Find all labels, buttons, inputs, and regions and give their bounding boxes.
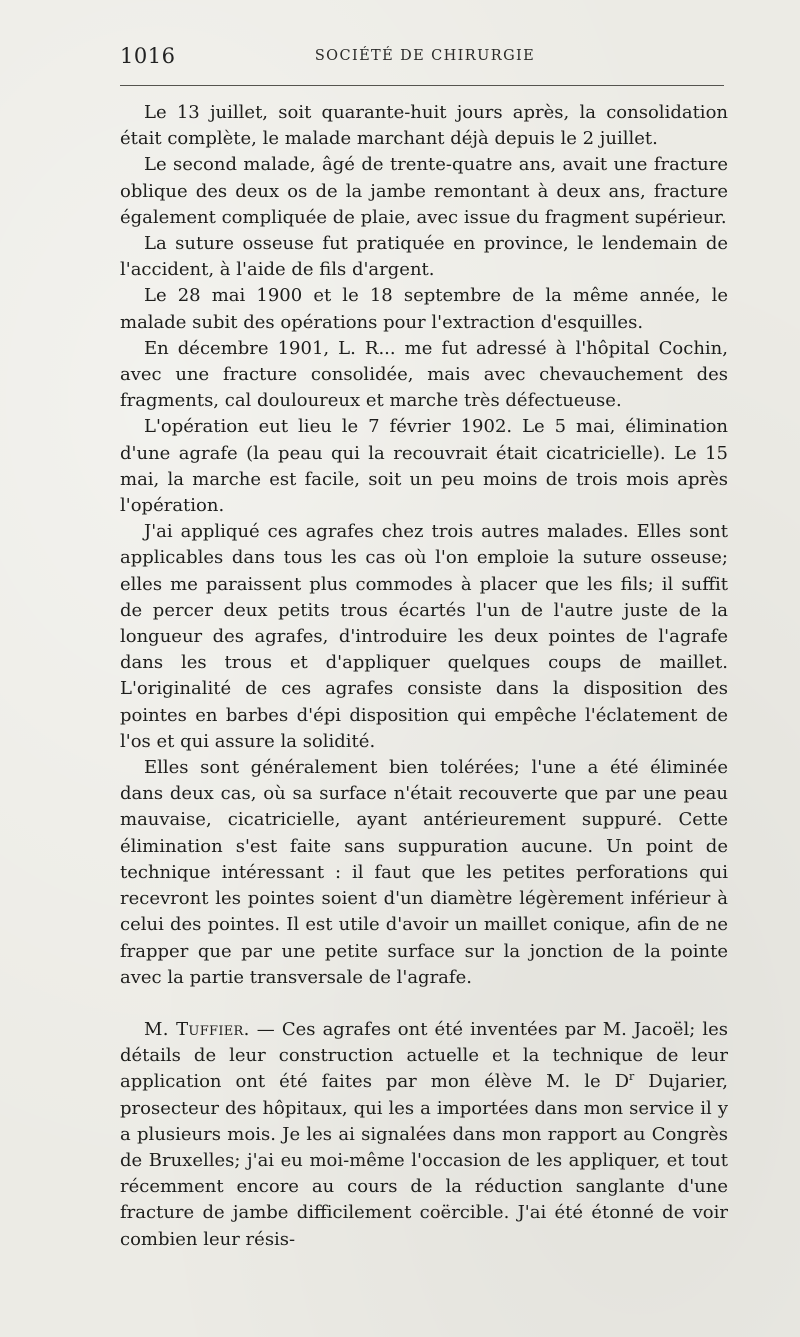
header-rule [120,85,724,86]
paragraph: L'opération eut lieu le 7 février 1902. Le 5 mai, élimination d'une agrafe (la peau qui la recouvrait était cicatricielle). Le 15 mai, la marche est facile, soit un peu moins de trois mois après l'opération. [120,416,728,517]
body-text [120,100,728,1253]
paragraph: La suture osseuse fut pratiquée en province, le lendemain de l'accident, à l'aide de fils d'argent. [120,233,728,281]
discussion-text-continued: Dujarier, prosecteur des hôpitaux, qui les a importées dans mon service il y a plusieurs mois. Je les ai signalées dans mon rapport au Congrès de Bruxelles; j'ai eu moi-même l'occasion de les appliquer, et tout récemment encore au cours de la réduction sanglante d'une fracture de jambe difficilement coërcible. J'ai été étonné de voir combien leur résis- [120,1071,728,1250]
discussion-text: — Ces agrafes ont été inventées par M. Jacoël; les détails de leur construction actuelle et la technique de leur application ont été faites par mon élève M. le D [120,1018,728,1093]
superscript: r [629,1070,635,1084]
speaker-name: M. Tuffier. [144,1018,250,1040]
discussion-paragraph [120,1017,728,1253]
page-header [120,44,730,74]
paragraph: J'ai appliqué ces agrafes chez trois autres malades. Elles sont applicables dans tous les cas où l'on emploie la suture osseuse; elles me paraissent plus commodes à placer que les fils; il suffit de percer deux petits trous écartés l'un de l'autre juste de la longueur des agrafes, d'introduire les deux pointes de l'agrafe dans les trous et d'appliquer quelques coups de maillet. L'originalité de ces agrafes consiste dans la disposition des pointes en barbes d'épi disposition qui empêche l'éclatement de l'os et qui assure la solidité. [120,521,728,752]
paragraph: Elles sont généralement bien tolérées; l'une a été éliminée dans deux cas, où sa surface n'était recouverte que par une peau mauvaise, cicatricielle, ayant antérieurement suppuré. Cette élimination s'est faite sans suppuration aucune. Un point de technique intéressant : il faut que les petites perforations qui recevront les pointes soient d'un diamètre légèrement inférieur à celui des pointes. Il est utile d'avoir un maillet conique, afin de ne frapper que par une petite surface sur la jonction de la pointe avec la partie transversale de l'agrafe. [120,757,728,988]
paragraph: En décembre 1901, L. R... me fut adressé à l'hôpital Cochin, avec une fracture consolidée, mais avec chevauchement des fragments, cal douloureux et marche très défectueuse. [120,337,728,412]
paragraph: Le 28 mai 1900 et le 18 septembre de la même année, le malade subit des opérations pour l'extraction d'esquilles. [120,285,728,333]
running-title: SOCIÉTÉ DE CHIRURGIE [314,48,536,64]
paragraph: Le second malade, âgé de trente-quatre ans, avait une fracture oblique des deux os de la jambe remontant à deux ans, fracture également compliquée de plaie, avec issue du fragment supérieur. [120,154,728,228]
page-number: 1016 [120,44,176,68]
paragraph: Le 13 juillet, soit quarante-huit jours après, la consolidation était complète, le malade marchant déjà depuis le 2 juillet. [120,102,728,150]
